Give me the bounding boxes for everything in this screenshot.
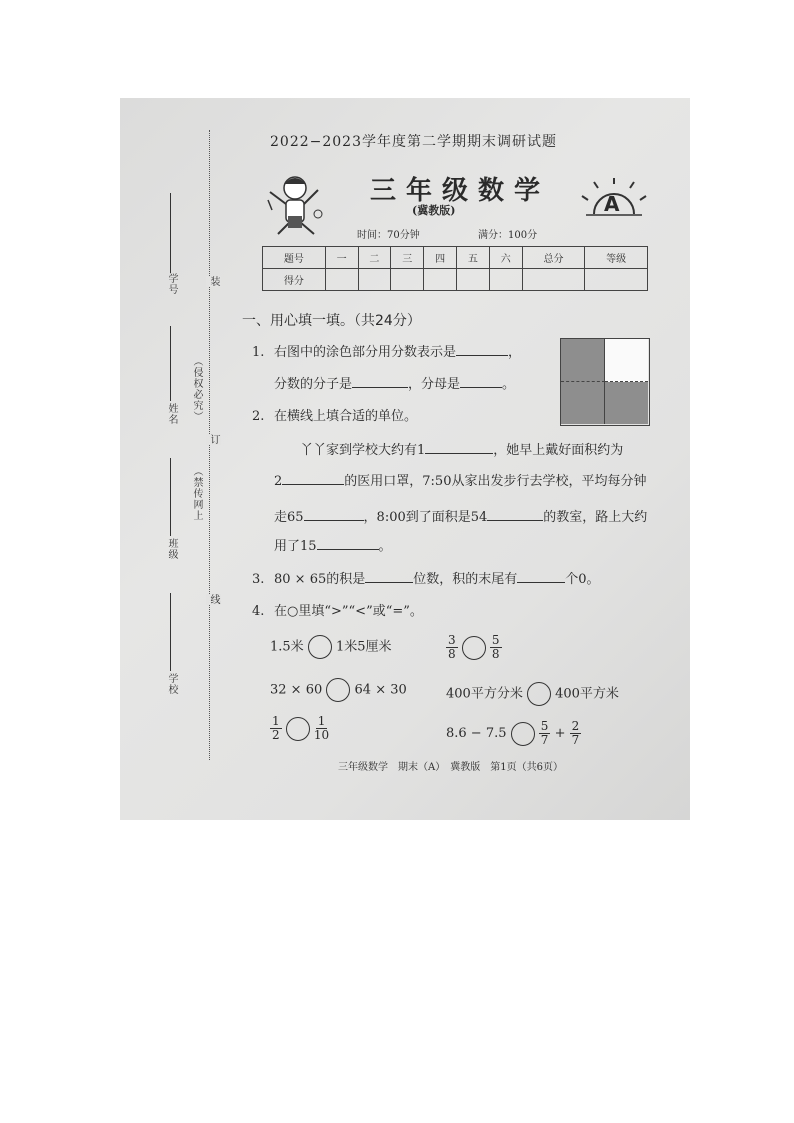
shaded-cell [605,382,648,424]
question-4-number: 4. [252,604,265,619]
answer-blank[interactable] [317,549,379,550]
answer-blank[interactable] [425,453,493,454]
score-table-cell: 题号 [263,247,326,269]
binding-dotted-line [209,130,210,760]
exam-time: 时间：70分钟 [357,230,420,241]
score-entry[interactable] [391,269,424,291]
compare-row-1-right [446,634,502,661]
question-1-line-1: 右图中的涂色部分用分数表示是 ， [274,345,522,360]
score-table-cell: 五 [456,247,489,269]
name-line [170,326,172,401]
exam-full-score: 满分：100分 [478,230,538,241]
score-entry[interactable] [424,269,457,291]
compare-circle[interactable] [308,635,332,659]
score-entry[interactable] [325,269,358,291]
answer-blank[interactable] [304,520,364,521]
score-table-cell: 二 [358,247,391,269]
compare-row-2-right: 400平方分米 400平方米 [446,682,619,706]
subject-title: 三年级数学 [370,176,551,206]
version-a-badge [578,178,650,220]
compare-row-2-left: 32 × 60 64 × 30 [270,678,407,702]
compare-circle[interactable] [286,717,310,741]
fraction: $\frac{1}{2}$ [272,714,280,743]
fraction-shaded-square [560,338,650,426]
shaded-cell [561,382,605,424]
section-1-title: 一、用心填一填。（共24分） [242,313,421,329]
edition-label: (冀教版) [412,204,456,217]
score-table-cell: 三 [391,247,424,269]
unshaded-cell [605,339,648,382]
question-2-number: 2. [252,409,265,424]
question-3-line: 80 × 65的积是 位数，积的末尾有 个0。 [274,572,600,587]
shaded-cell [561,339,605,382]
binding-char-xian: 线 [208,594,219,605]
score-table-header-row [263,247,648,269]
answer-blank[interactable] [487,520,543,521]
score-table-cell: 六 [489,247,522,269]
question-1-number: 1. [252,345,265,360]
answer-blank[interactable] [365,582,413,583]
exam-paper-photo [120,98,690,820]
badge-letter: A [604,192,620,216]
binding-char-zhuang: 装 [208,276,219,287]
student-number-label: 学号 [166,273,177,295]
binding-char-ding: 订 [208,434,219,445]
score-table-cell: 等级 [585,247,648,269]
question-2-line-3: 走65 ，8:00到了面积是54 的教室，路上大约 [274,510,648,525]
score-table-cell: 得分 [263,269,326,291]
score-entry[interactable] [522,269,585,291]
question-2-line-2: 2 的医用口罩，7:50从家出发步行去学校，平均每分钟 [274,474,647,489]
question-2-line-4: 用了15 。 [274,539,392,554]
compare-row-1-left: 1.5米 1米5厘米 [270,635,392,659]
school-label: 学校 [166,673,177,695]
compare-circle[interactable] [326,678,350,702]
score-table-score-row [263,269,648,291]
score-entry[interactable] [585,269,648,291]
question-1-line-2: 分数的分子是 ，分母是 。 [274,377,516,392]
score-table-cell: 四 [424,247,457,269]
score-table-cell: 总分 [522,247,585,269]
exam-year-title: 2022−2023学年度第二学期期末调研试题 [270,134,557,150]
school-line [170,593,172,671]
question-3-number: 3. [252,572,265,587]
answer-blank[interactable] [282,484,344,485]
student-number-line [170,193,172,273]
fraction: $\frac{2}{7}$ [571,719,580,748]
compare-circle[interactable] [511,722,535,746]
fraction: $\frac{1}{10}$ [313,714,330,743]
compare-circle[interactable] [462,636,486,660]
compare-row-3-right: 8.6 − 7.5 $\frac{5}{7}$ + $\frac{2}{7}$ [446,719,580,748]
compare-row-3-left [270,715,329,742]
question-4-prompt: 在○里填“>”“<”或“=”。 [274,604,423,619]
score-entry[interactable] [456,269,489,291]
answer-blank[interactable] [456,355,508,356]
fraction: $\frac{5}{7}$ [540,719,549,748]
no-upload-note: （禁传网上 [191,466,202,521]
fraction: $\frac{3}{8}$ [448,633,456,662]
score-table [262,246,648,291]
answer-blank[interactable] [352,387,408,388]
score-table-cell: 一 [325,247,358,269]
question-2-prompt: 在横线上填合适的单位。 [274,409,418,424]
class-line [170,458,172,536]
rights-note: （侵权必究） [191,356,202,422]
class-label: 班级 [166,538,177,560]
compare-circle[interactable] [527,682,551,706]
fraction: $\frac{5}{8}$ [491,633,500,662]
question-2-line-1: 丫丫家到学校大约有1 ，她早上戴好面积约为 [300,443,624,458]
page-footer: 三年级数学 期末（A） 冀教版 第1页（共6页） [338,762,563,773]
score-entry[interactable] [489,269,522,291]
cartoon-student-illustration [260,170,330,240]
answer-blank[interactable] [517,582,565,583]
name-label: 姓名 [166,403,177,425]
score-entry[interactable] [358,269,391,291]
answer-blank[interactable] [460,387,502,388]
